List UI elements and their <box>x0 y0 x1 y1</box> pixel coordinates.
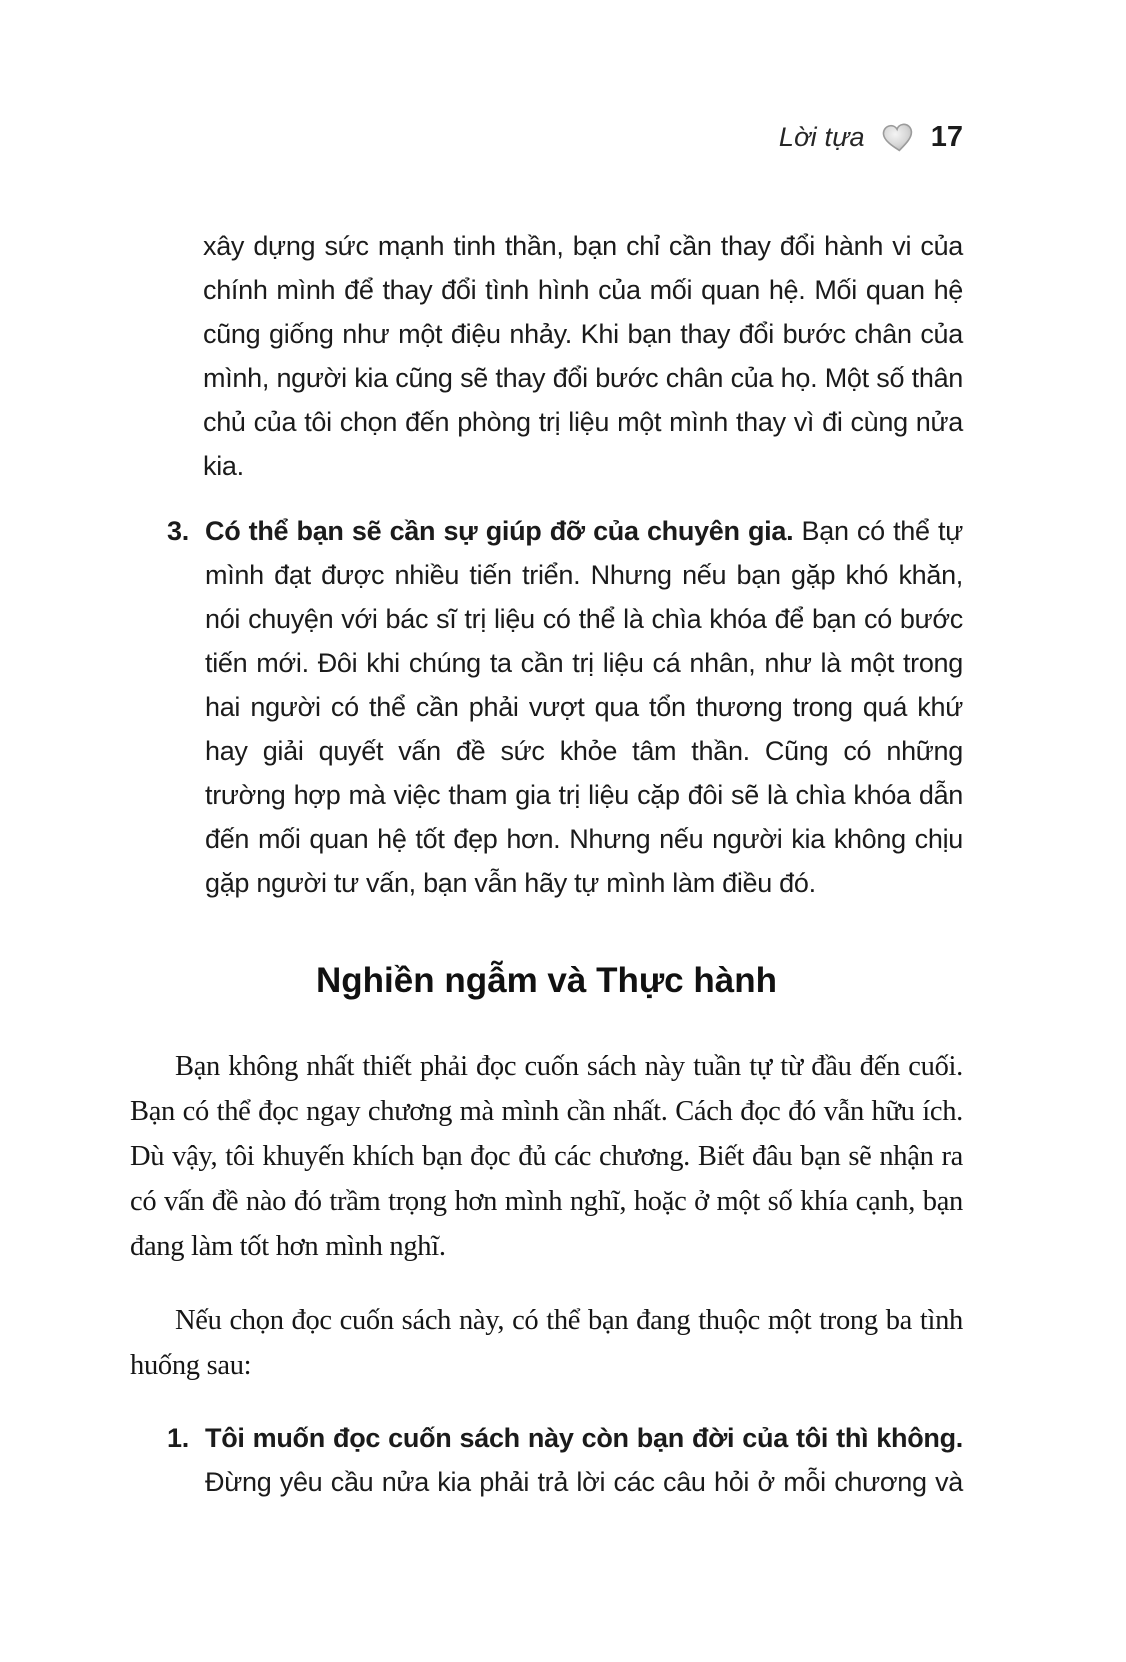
heart-icon <box>880 121 915 154</box>
running-header <box>779 121 963 154</box>
paragraph-three-situations: Nếu chọn đọc cuốn sách này, có thể bạn đang thuộc một trong ba tình huống sau: <box>130 1304 963 1381</box>
list-number-1: 1. <box>167 1423 189 1453</box>
section-heading: Nghiền ngẫm và Thực hành <box>316 961 777 1000</box>
paragraph-reading-advice: Bạn không nhất thiết phải đọc cuốn sách này tuần tự từ đầu đến cuối. Bạn có thể đọc ngay chương mà mình cần nhất. Cách đọc đó vẫn hữu ích. Dù vậy, tôi khuyến khích bạn đọc đủ các chương. Biết đâu bạn sẽ nhận ra có vấn đề nào đó trầm trọng hơn mình nghĩ, hoặc ở một số khía cạnh, bạn đang làm tốt hơn mình nghĩ. <box>130 1051 963 1262</box>
list-number-3: 3. <box>167 516 189 546</box>
list-item-1 <box>130 1416 963 1504</box>
list-item-3 <box>130 509 963 905</box>
text-column <box>130 224 963 1504</box>
page-number: 17 <box>930 121 963 153</box>
list-item-1-body <box>205 1416 963 1504</box>
list-item-3-body <box>205 509 963 905</box>
list-item-1-text: Đừng yêu cầu nửa kia phải trả lời các câu hỏi ở mỗi chương và <box>205 1467 963 1497</box>
section-title: Lời tựa <box>778 122 865 152</box>
list-item-1-lead: Tôi muốn đọc cuốn sách này còn bạn đời của tôi thì không. <box>205 1423 963 1453</box>
list-item-3-lead: Có thể bạn sẽ cần sự giúp đỡ của chuyên gia. <box>205 516 794 546</box>
list-continuation-paragraph: xây dựng sức mạnh tinh thần, bạn chỉ cần thay đổi hành vi của chính mình để thay đổi tình hình của mối quan hệ. Mối quan hệ cũng giống như một điệu nhảy. Khi bạn thay đổi bước chân của mình, người kia cũng sẽ thay đổi bước chân của họ. Một số thân chủ của tôi chọn đến phòng trị liệu một mình thay vì đi cùng nửa kia. <box>203 231 963 481</box>
list-item-3-text: Bạn có thể tự mình đạt được nhiều tiến triển. Nhưng nếu bạn gặp khó khăn, nói chuyện với bác sĩ trị liệu có thể là chìa khóa để bạn có bước tiến mới. Đôi khi chúng ta cần trị liệu cá nhân, như là một trong hai người có thể cần phải vượt qua tổn thương trong quá khứ hay giải quyết vấn đề sức khỏe tâm thần. Cũng có những trường hợp mà việc tham gia trị liệu cặp đôi sẽ là chìa khóa dẫn đến mối quan hệ tốt đẹp hơn. Nhưng nếu người kia không chịu gặp người tư vấn, bạn vẫn hãy tự mình làm điều đó. <box>205 516 963 898</box>
